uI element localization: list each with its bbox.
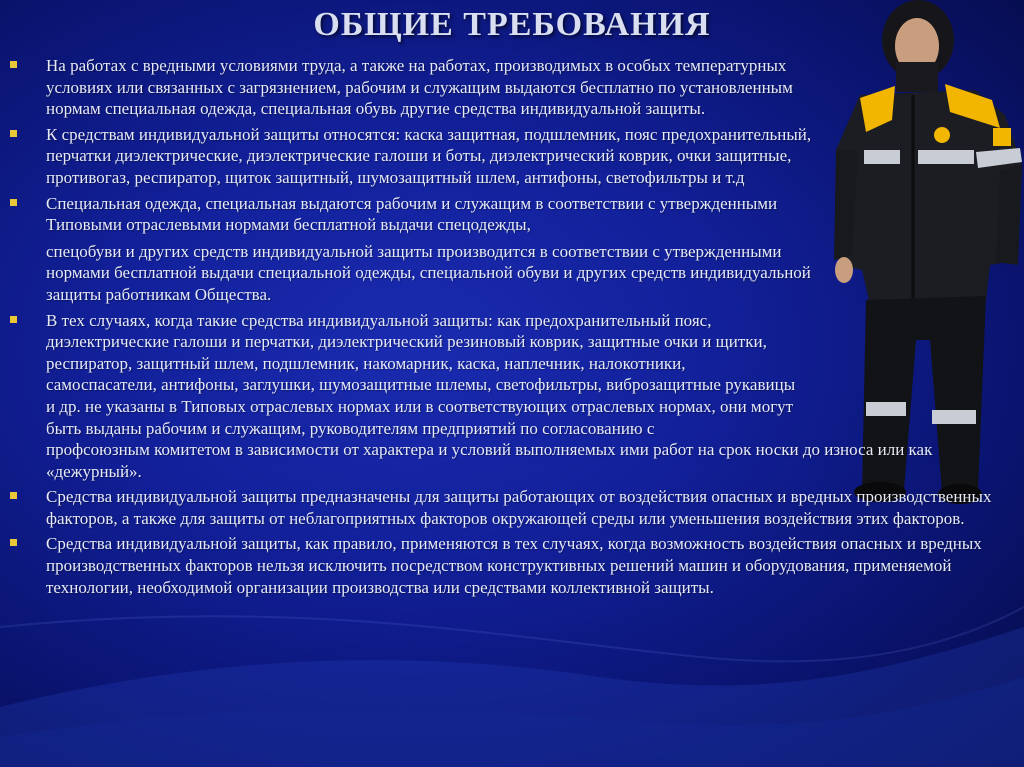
list-item-text: Средства индивидуальной защиты предназначены для защиты работающих от воздействия опасных и вредных производственных факторов, а также для защиты от неблагоприятных факторов окружающей среды или уменьшения воздействия этих факторов. bbox=[46, 487, 992, 528]
list-item-text: Специальная одежда, специальная выдаются рабочим и служащим в соответствии с утвержденными Типовыми отраслевыми нормами бесплатной выдачи спецодежды, bbox=[46, 193, 778, 235]
list-item-text-continued: профсоюзным комитетом в зависимости от характера и условий выполняемых ими работ на срок носки до износа или как «дежурный». bbox=[46, 440, 933, 481]
bullet-marker bbox=[10, 316, 17, 323]
bullet-marker bbox=[10, 539, 17, 546]
bullet-marker bbox=[10, 130, 17, 137]
list-item bbox=[10, 310, 1021, 483]
bullet-marker bbox=[10, 199, 17, 206]
bullet-marker bbox=[10, 61, 17, 68]
list-item-text: В тех случаях, когда такие средства индивидуальной защиты: как предохранительный пояс, диэлектрические галоши и перчатки, диэлектрический резиновый коврик, защитные очки и щитки, респиратор, защитный шлем, подшлемник, накомарник, каска, наплечник, налокотники, самоспасатели, антифоны, заглушки, шумозащитные шлемы, светофильтры, виброзащитные рукавицы и др. не указаны в Типовых отраслевых нормах или в соответствующих отраслевых нормах, они могут быть выданы рабочим и служащим, руководителям предприятий по согласованию с bbox=[46, 310, 796, 438]
list-item bbox=[10, 55, 836, 120]
list-item-text: На работах с вредными условиями труда, а также на работах, производимых в особых температурных условиях или связанных с загрязнением, рабочим и служащим выдаются бесплатно по установленным нормам специальная одежда, специальная обувь другие средства индивидуальной защиты. bbox=[46, 56, 793, 119]
requirements-list bbox=[10, 55, 1010, 602]
list-item bbox=[10, 124, 836, 189]
list-item-text: К средствам индивидуальной защиты относятся: каска защитная, подшлемник, пояс предохранительный, перчатки диэлектрические, диэлектрические галоши и боты, диэлектрический коврик, очки защитные, противогаз, респиратор, щиток защитный, шумозащитный шлем, антифоны, светофильтры и т.д bbox=[46, 124, 812, 187]
list-item-text-continued: спецобуви и других средств индивидуальной защиты производится в соответствии с утвержденными нормами бесплатной выдачи специальной одежды, специальной обуви и других средств индивидуальной защиты работникам Общества. bbox=[46, 241, 811, 304]
list-item bbox=[10, 193, 836, 306]
slide-title: ОБЩИЕ ТРЕБОВАНИЯ bbox=[313, 6, 711, 43]
list-item bbox=[10, 533, 1021, 598]
bullet-marker bbox=[10, 492, 17, 499]
list-item-text: Средства индивидуальной защиты, как правило, применяются в тех случаях, когда возможность воздействия опасных и вредных производственных факторов нельзя исключить посредством конструктивных решений машин и оборудования, применяемой технологии, необходимой организации производства или средствами коллективной защиты. bbox=[46, 534, 982, 597]
list-item bbox=[10, 486, 1021, 529]
